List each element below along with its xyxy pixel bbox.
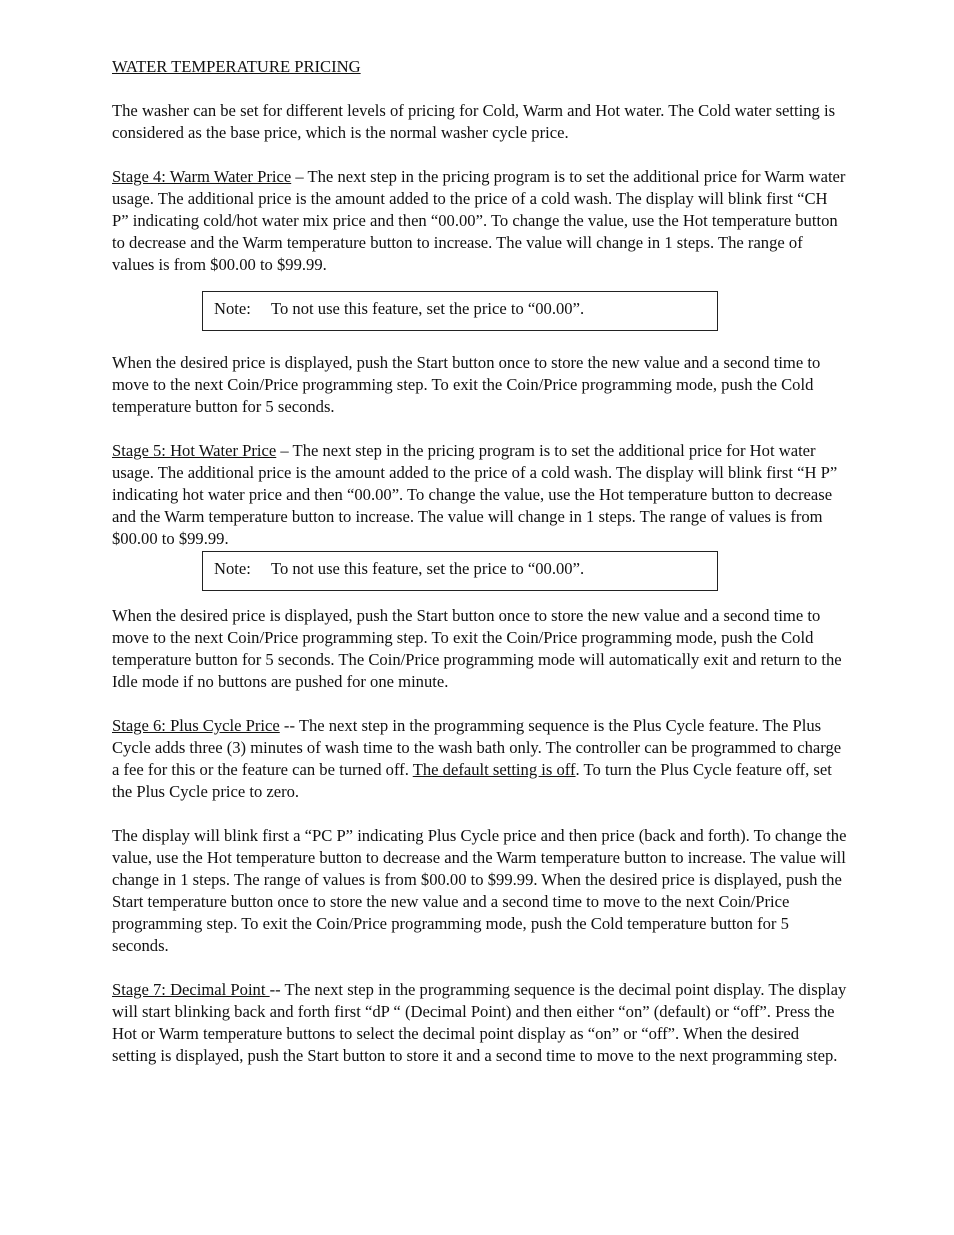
note-label-2: Note: <box>214 559 251 578</box>
stage6-title: Stage 6: Plus Cycle Price <box>112 716 280 735</box>
stage6-text-b: . To turn the Plus Cycle feature off, set the Plus Cycle price to zero. <box>112 760 832 801</box>
stage6-default-note: The default setting is off <box>412 760 576 779</box>
stage7-title: Stage 7: Decimal Point <box>112 980 270 999</box>
note-text-1: To not use this feature, set the price to “00.00”. <box>271 299 585 318</box>
note-box-2 <box>202 551 718 591</box>
page-heading: WATER TEMPERATURE PRICING <box>112 57 361 76</box>
after-stage5-paragraph: When the desired price is displayed, push the Start button once to store the new value and a second time to move to the next Coin/Price programming step. To exit the Coin/Price programming mode, push the Cold temperature button for 5 seconds. The Coin/Price programming mode will automatically exit and return to the Idle mode if no buttons are pushed for one minute. <box>112 606 842 691</box>
stage4-text: – The next step in the pricing program is to set the additional price for Warm water usage. The additional price is the amount added to the price of a cold wash. The display will blink first “CH P” indicating cold/hot water mix price and then “00.00”. To change the value, use the Hot temperature button to decrease and the Warm temperature button to increase. The value will change in 1 steps. The range of values is from $00.00 to $99.99. <box>112 167 846 274</box>
stage6-text-a: -- The next step in the programming sequence is the Plus Cycle feature. The Plus Cycle adds three (3) minutes of wash time to the wash bath only. The controller can be programmed to charge a fee for this or the feature can be turned off. <box>112 716 842 779</box>
plus-cycle-display-paragraph: The display will blink first a “PC P” indicating Plus Cycle price and then price (back and forth). To change the value, use the Hot temperature button to decrease and the Warm temperature button to increase. The value will change in 1 steps. The range of values is from $00.00 to $99.99. When the desired price is displayed, push the Start temperature button once to store the new value and a second time to move to the next Coin/Price programming step. To exit the Coin/Price programming mode, push the Cold temperature button for 5 seconds. <box>112 826 847 955</box>
stage4-title: Stage 4: Warm Water Price <box>112 167 292 186</box>
note-box-1 <box>202 291 718 331</box>
after-stage4-paragraph: When the desired price is displayed, push the Start button once to store the new value and a second time to move to the next Coin/Price programming step. To exit the Coin/Price programming mode, push the Cold temperature button for 5 seconds. <box>112 353 821 416</box>
note-label-1: Note: <box>214 299 251 318</box>
stage7-paragraph <box>112 979 847 1067</box>
stage5-paragraph <box>112 440 847 550</box>
stage4-paragraph <box>112 166 847 276</box>
stage5-text: – The next step in the pricing program is to set the additional price for Hot water usage. The additional price is the amount added to the price of a cold wash. The display will blink first “H P” indicating hot water price and then “00.00”. To change the value, use the Hot temperature button to decrease and the Warm temperature button to increase. The value will change in 1 steps. The range of values is from $00.00 to $99.99. <box>112 441 838 548</box>
stage6-paragraph <box>112 715 847 803</box>
stage5-title: Stage 5: Hot Water Price <box>112 441 277 460</box>
note-text-2: To not use this feature, set the price to “00.00”. <box>271 559 585 578</box>
intro-paragraph: The washer can be set for different levels of pricing for Cold, Warm and Hot water. The Cold water setting is considered as the base price, which is the normal washer cycle price. <box>112 101 836 142</box>
stage7-text: -- The next step in the programming sequence is the decimal point display. The display will start blinking back and forth first “dP “ (Decimal Point) and then either “on” (default) or “off”. Press the Hot or Warm temperature buttons to select the decimal point display as “on” or “off”. When the desired setting is displayed, push the Start button to store it and a second time to move to the next programming step. <box>112 980 847 1065</box>
document-page <box>112 56 847 1089</box>
